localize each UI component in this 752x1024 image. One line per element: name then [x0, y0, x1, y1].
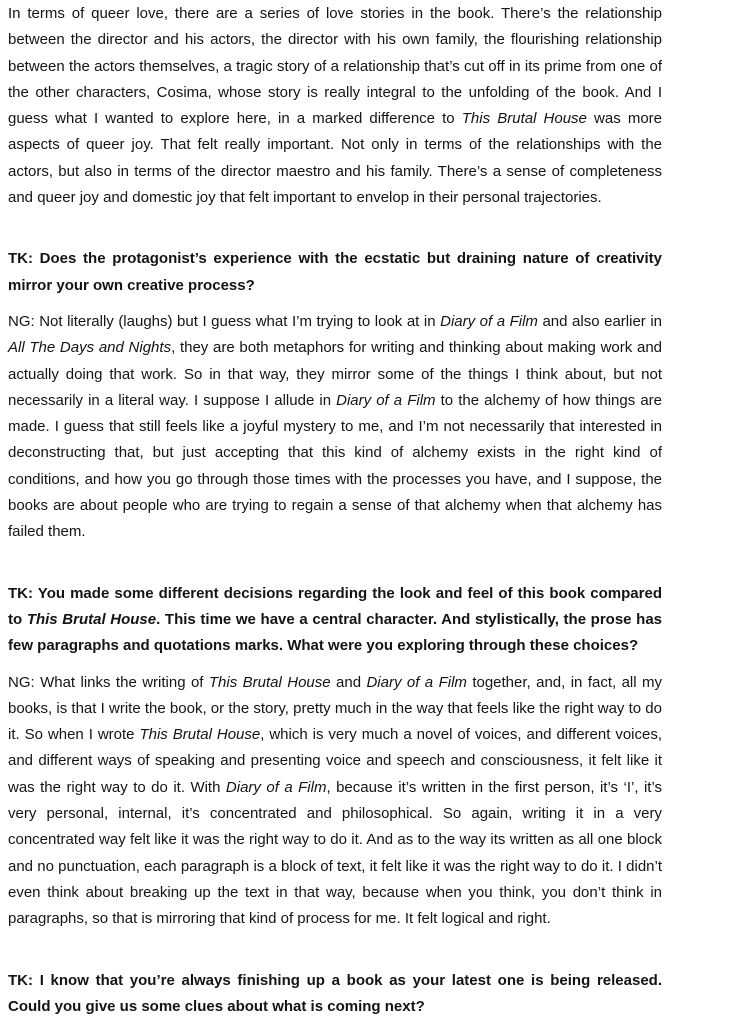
- interviewee-answer-paragraph: [8, 1, 662, 211]
- paragraph-text: In terms of queer love, there are a series of love stories in the book. There’s the relationship between the director and his actors, the director with his own family, the flourishing relationship between the actors themselves, a tragic story of a relationship that’s cut off in its prime from one of the other characters, Cosima, whose story is really integral to the unfolding of the book. And I guess what I wanted to explore here, in a marked difference to: [8, 5, 662, 128]
- paragraph-text: TK: Does the protagonist’s experience with the ecstatic but draining nature of creativity mirror your own creative process?: [8, 250, 662, 294]
- interviewee-answer-paragraph: [8, 309, 662, 546]
- paragraph-text: . This time we have a central character. And stylistically, the prose has few paragraphs and quotations marks. What were you exploring through these choices?: [8, 610, 663, 655]
- book-title-italic: Diary of a Film: [440, 312, 538, 330]
- paragraph-text: was more aspects of queer joy. That felt really important. Not only in terms of the relationships with the actors, but also in terms of the director maestro and his family. There’s a sense of completeness and queer joy and domestic joy that felt important to envelop in their personal trajectories.: [8, 110, 663, 207]
- paragraph-text: together, and, in fact, all my books, is that I write the book, or the story, pretty much in the way that feels like the right way to do it. So when I wrote: [8, 673, 662, 744]
- paragraph-text: , because it’s written in the first person, it’s ‘I’, it’s very personal, internal, it’s concentrated and philosophical. So again, writing it in a very concentrated way felt like it was the right way to do it. And as to the way its written as all one block and no punctuation, each paragraph is a block of text, it felt like it was the right way to do it. I didn’t even think about breaking up the text in that way, because when you think, you don’t think in paragraphs, so that is mirroring that kind of process for me. It felt logical and right.: [8, 778, 663, 928]
- paragraph-text: TK: I know that you’re always finishing up a book as your latest one is being released. Could you give us some clues about what is coming next?: [8, 971, 662, 1015]
- book-title-italic: This Brutal House: [139, 726, 261, 744]
- book-title-italic: All The Days and Nights: [8, 339, 172, 357]
- interviewer-question-paragraph: [8, 581, 662, 660]
- book-title-italic: Diary of a Film: [336, 391, 436, 409]
- interviewer-question-paragraph: [8, 246, 662, 299]
- book-title-italic: This Brutal House: [208, 673, 331, 691]
- interview-transcript: [8, 1, 662, 1020]
- paragraph-text: and: [330, 673, 367, 691]
- paragraph-text: , which is very much a novel of voices, and different voices, and different ways of speaking and presenting voice and speech and consciousness, it felt like it was the right way to do it. With: [8, 726, 663, 796]
- paragraph-text: NG: What links the writing of: [8, 673, 209, 691]
- interviewee-answer-paragraph: [8, 670, 662, 933]
- interviewer-question-paragraph: [8, 968, 662, 1021]
- paragraph-text: NG: Not literally (laughs) but I guess what I’m trying to look at in: [8, 312, 441, 330]
- paragraph-text: to the alchemy of how things are made. I guess that still feels like a joyful mystery to me, and I’m not necessarily that interested in deconstructing that, but just accepting that this kind of alchemy exists in the right kind of conditions, and how you go through those times with the processes you have, and I suppose, the books are about people who are trying to regain a sense of that alchemy when that alchemy has failed them.: [8, 391, 662, 541]
- book-title-italic: This Brutal House: [26, 610, 157, 628]
- book-title-italic: Diary of a Film: [366, 673, 467, 691]
- book-title-italic: This Brutal House: [461, 110, 587, 128]
- paragraph-text: TK: You made some different decisions regarding the look and feel of this book compared to: [8, 584, 662, 628]
- paragraph-text: , they are both metaphors for writing and thinking about making work and actually doing that work. So in that way, they mirror some of the things I think about, but not necessarily in a literal way. I suppose I allude in: [8, 339, 662, 409]
- paragraph-text: and also earlier in: [537, 312, 662, 330]
- book-title-italic: Diary of a Film: [225, 778, 327, 796]
